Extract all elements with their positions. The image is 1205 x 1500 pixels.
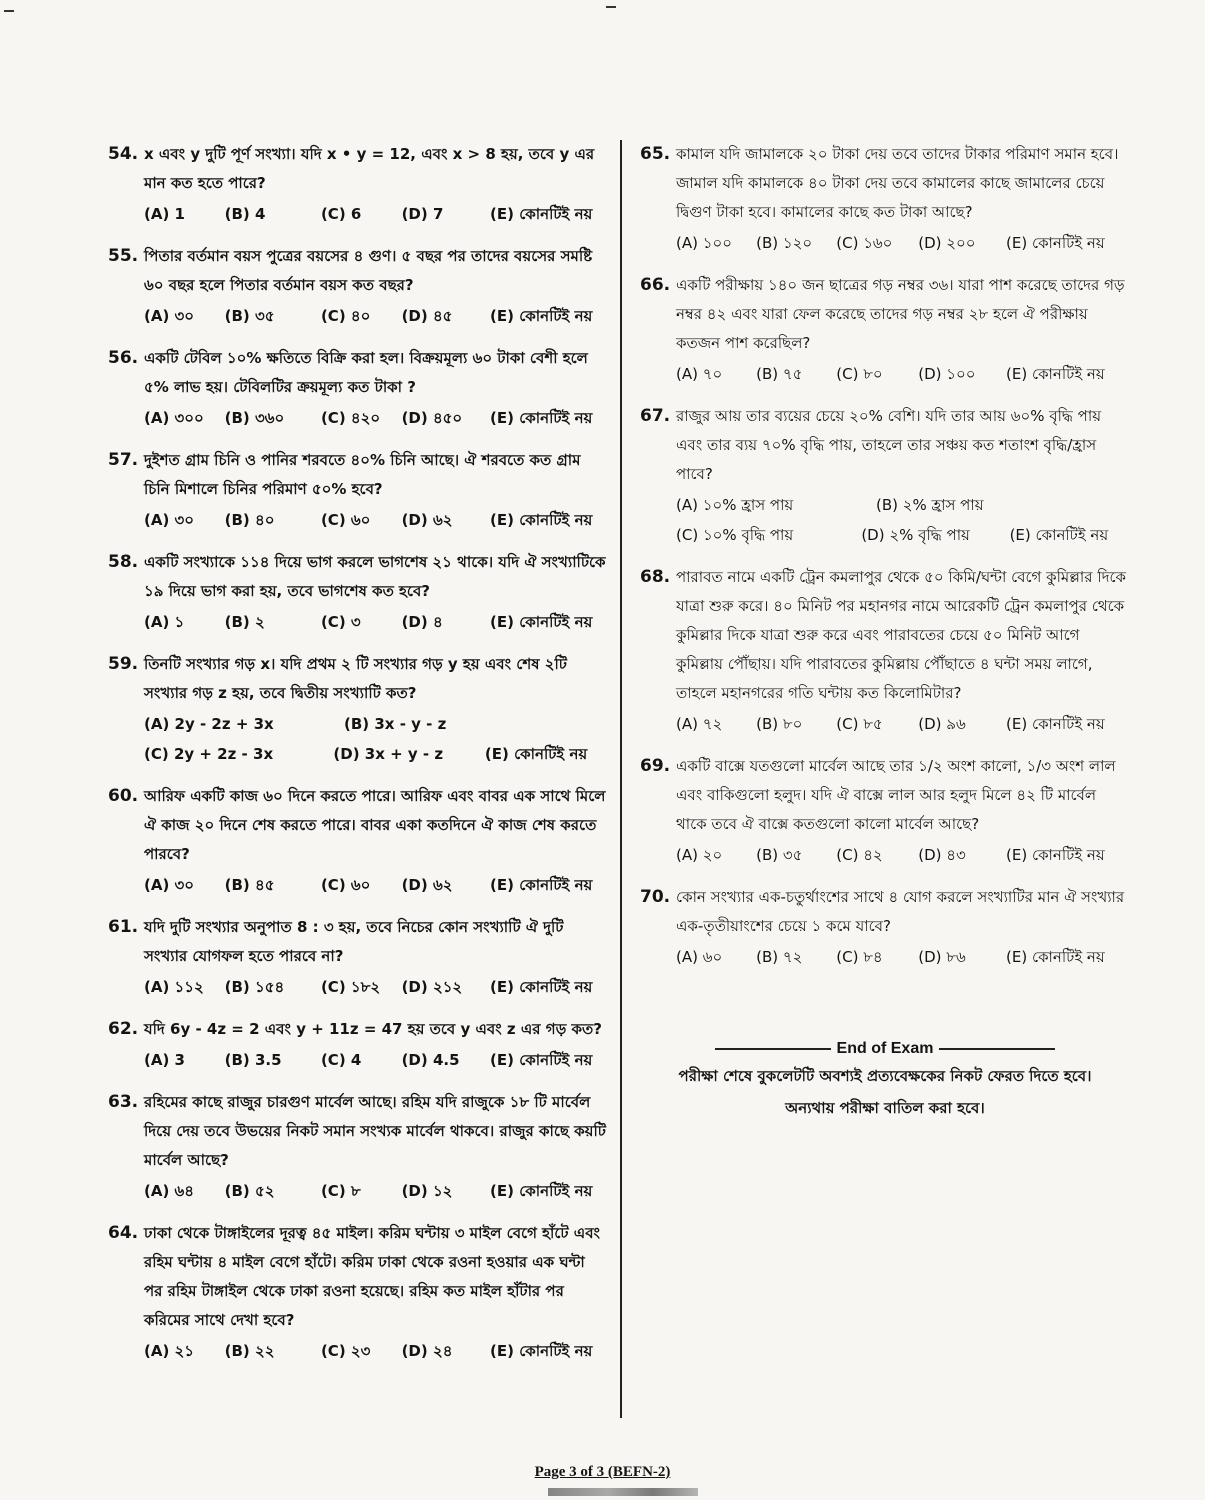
option-e: (E) কোনটিই নয় [1006, 234, 1105, 252]
question-number: 70. [640, 887, 671, 907]
question-68 [640, 563, 1130, 738]
options-row [144, 506, 608, 534]
option-e: (E) কোনটিই নয় [1006, 846, 1105, 864]
question-number: 69. [640, 756, 671, 776]
option-e: (E) কোনটিই নয় [490, 876, 593, 894]
option-c: (C) 2y + 2z - 3x [144, 745, 274, 763]
option-c: (C) ১৮২ [320, 978, 381, 996]
option-b: (B) ২% হ্রাস পায় [876, 496, 984, 514]
page-number: Page 3 of 3 (BEFN-2) [534, 1464, 671, 1480]
option-b: (B) ৩৫ [756, 846, 803, 864]
options-row [676, 521, 1130, 549]
option-e: (E) কোনটিই নয় [490, 1051, 593, 1069]
option-a: (A) 3 [144, 1051, 185, 1069]
option-e: (E) কোনটিই নয় [490, 1182, 593, 1200]
option-b: (B) ৪০ [224, 511, 275, 529]
option-d: (D) 7 [401, 205, 444, 223]
option-e: (E) কোনটিই নয় [490, 511, 593, 529]
option-c: (C) ৬০ [320, 511, 371, 529]
option-c: (C) 6 [320, 205, 362, 223]
option-d: (D) ৪৫ [401, 307, 453, 325]
options-row [144, 302, 608, 330]
option-e: (E) কোনটিই নয় [1006, 948, 1105, 966]
question-number: 61. [108, 917, 139, 937]
question-62 [108, 1015, 608, 1074]
option-a: (A) ৭০ [676, 365, 723, 383]
option-d: (D) ২৪ [401, 1342, 453, 1360]
option-d: (D) ৪৩ [918, 846, 966, 864]
options-row [676, 229, 1130, 257]
question-number: 62. [108, 1019, 139, 1039]
question-text: কোন সংখ্যার এক-চতুর্থাংশের সাথে ৪ যোগ করলে সংখ্যাটির মান ঐ সংখ্যার এক-তৃতীয়াংশের চেয়ে ১ কমে যাবে? [676, 888, 1125, 935]
option-e: (E) কোনটিই নয় [490, 205, 593, 223]
option-e: (E) কোনটিই নয় [490, 307, 593, 325]
option-d: (D) ৪৫০ [401, 409, 463, 427]
option-c: (C) ৪২ [836, 846, 883, 864]
question-text: ঢাকা থেকে টাঙ্গাইলের দূরত্ব ৪৫ মাইল। করিম ঘন্টায় ৩ মাইল বেগে হাঁটে এবং রহিম ঘন্টায় ৪ মাইল বেগে হাঁটে। করিম ঢাকা থেকে রওনা হওয়ার এক ঘন্টা পর রহিম টাঙ্গাইল থেকে ঢাকা রওনা হয়েছে। রহিম কত মাইল হাঁটার পর করিমের সাথে দেখা হবে? [144, 1224, 600, 1329]
question-text: একটি পরীক্ষায় ১৪০ জন ছাত্রের গড় নম্বর ৩৬। যারা পাশ করেছে তাদের গড় নম্বর ৪২ এবং যারা ফেল করেছে তাদের গড় নম্বর ২৮ হলে ঐ পরীক্ষায় কতজন পাশ করেছিল? [676, 276, 1125, 352]
question-text: একটি টেবিল ১০% ক্ষতিতে বিক্রি করা হল। বিক্রয়মূল্য ৬০ টাকা বেশী হলে ৫% লাভ হয়। টেবিলটির ক্রয়মূল্য কত টাকা ? [144, 349, 588, 396]
options-row [144, 200, 608, 228]
option-d: (D) 3x + y - z [333, 745, 444, 763]
option-b: (B) ৩৫ [224, 307, 275, 325]
question-69 [640, 752, 1130, 869]
question-number: 66. [640, 275, 671, 295]
option-a: (A) ১ [144, 613, 185, 631]
option-d: (D) ৬২ [401, 876, 453, 894]
option-e: (E) কোনটিই নয় [490, 409, 593, 427]
question-text: পারাবত নামে একটি ট্রেন কমলাপুর থেকে ৫০ কিমি/ঘন্টা বেগে কুমিল্লার দিকে যাত্রা শুরু করে। ৪০ মিনিট পর মহানগর নামে আরেকটি ট্রেন কমলাপুর থেকে কুমিল্লার দিকে যাত্রা শুরু করে এবং পারাবতের চেয়ে ৫০ মিনিট আগে কুমিল্লায় পৌঁছায়। যদি পারাবতের কুমিল্লায় পৌঁছাতে ৪ ঘন্টা সময় লাগে, তাহলে মহানগরের গতি ঘন্টায় কত কিলোমিটার? [676, 568, 1126, 702]
option-c: (C) ৮০ [836, 365, 883, 383]
option-a: (A) ৩০ [144, 307, 195, 325]
question-55 [108, 242, 608, 330]
question-number: 56. [108, 348, 139, 368]
option-d: (D) 4.5 [401, 1051, 460, 1069]
option-b: (B) ৩৬০ [224, 409, 285, 427]
option-b: (B) ৭৫ [756, 365, 803, 383]
option-a: (A) ১০% হ্রাস পায় [676, 496, 794, 514]
question-58 [108, 548, 608, 636]
options-row [676, 710, 1130, 738]
question-number: 68. [640, 567, 671, 587]
question-number: 64. [108, 1223, 139, 1243]
option-c: (C) 4 [320, 1051, 362, 1069]
options-row [144, 710, 608, 738]
question-number: 58. [108, 552, 139, 572]
option-a: (A) ৬০ [676, 948, 723, 966]
column-divider [620, 140, 622, 1418]
option-b: (B) 4 [224, 205, 266, 223]
option-a: (A) ২১ [144, 1342, 195, 1360]
question-text: কামাল যদি জামালকে ২০ টাকা দেয় তবে তাদের টাকার পরিমাণ সমান হবে। জামাল যদি কামালকে ৪০ টাকা দেয় তবে কামালের কাছে জামালের চেয়ে দ্বিগুণ টাকা হবে। কামালের কাছে কত টাকা আছে? [676, 145, 1119, 221]
scan-mark [606, 6, 616, 8]
question-text: তিনটি সংখ্যার গড় x। যদি প্রথম ২ টি সংখ্যার গড় y হয় এবং শেষ ২টি সংখ্যার গড় z হয়, তবে দ্বিতীয় সংখ্যাটি কত? [144, 655, 567, 702]
option-a: (A) 1 [144, 205, 185, 223]
option-e: (E) কোনটিই নয় [484, 745, 588, 763]
option-c: (C) ৮৫ [836, 715, 883, 733]
option-b: (B) ১৫৪ [224, 978, 285, 996]
question-66 [640, 271, 1130, 388]
question-number: 54. [108, 144, 139, 164]
option-e: (E) কোনটিই নয় [490, 613, 593, 631]
question-number: 60. [108, 786, 139, 806]
option-c: (C) ১০% বৃদ্ধি পায় [676, 526, 794, 544]
option-a: (A) ৩০০ [144, 409, 204, 427]
option-a: (A) 2y - 2z + 3x [144, 715, 274, 733]
question-64 [108, 1219, 608, 1365]
question-text: x এবং y দুটি পূর্ণ সংখ্যা। যদি x • y = 12, এবং x > 8 হয়, তবে y এর মান কত হতে পারে? [144, 145, 595, 192]
option-a: (A) ১০০ [676, 234, 732, 252]
question-60 [108, 782, 608, 899]
option-d: (D) ৪ [401, 613, 443, 631]
option-d: (D) ৮৬ [918, 948, 966, 966]
rule-right [939, 1048, 1055, 1050]
options-row [144, 973, 608, 1001]
option-c: (C) ১৬০ [836, 234, 893, 252]
option-a: (A) ৩০ [144, 876, 195, 894]
right-question-column [640, 140, 1130, 985]
options-row [144, 404, 608, 432]
end-of-exam-text: End of Exam [836, 1040, 934, 1057]
end-of-exam-block [640, 1040, 1130, 1122]
option-e: (E) কোনটিই নয় [1006, 715, 1105, 733]
option-c: (C) ৪০ [320, 307, 371, 325]
option-c: (C) ৩ [320, 613, 361, 631]
options-row [676, 491, 1130, 519]
option-c: (C) ৮ [320, 1182, 361, 1200]
options-row [676, 841, 1130, 869]
option-d: (D) ২০০ [918, 234, 976, 252]
page-footer [0, 1464, 1205, 1481]
option-d: (D) ৯৬ [918, 715, 966, 733]
option-b: (B) ২ [224, 613, 265, 631]
option-b: (B) 3.5 [224, 1051, 282, 1069]
question-number: 65. [640, 144, 671, 164]
options-row [144, 1337, 608, 1365]
options-row [676, 943, 1130, 971]
question-70 [640, 883, 1130, 971]
left-question-column [108, 140, 608, 1379]
option-b: (B) ৪৫ [224, 876, 275, 894]
options-row [144, 740, 608, 768]
option-a: (A) ২০ [676, 846, 723, 864]
option-e: (E) কোনটিই নয় [1009, 526, 1109, 544]
options-row [144, 1177, 608, 1205]
option-c: (C) ২৩ [320, 1342, 371, 1360]
scan-mark [4, 10, 14, 12]
option-e: (E) কোনটিই নয় [1006, 365, 1105, 383]
question-text: একটি সংখ্যাকে ১১৪ দিয়ে ভাগ করলে ভাগশেষ ২১ থাকে। যদি ঐ সংখ্যাটিকে ১৯ দিয়ে ভাগ করা হয়, তবে ভাগশেষ কত হবে? [144, 553, 606, 600]
options-row [144, 1046, 608, 1074]
question-61 [108, 913, 608, 1001]
option-a: (A) ১১২ [144, 978, 204, 996]
option-c: (C) ৮৪ [836, 948, 883, 966]
question-56 [108, 344, 608, 432]
question-text: যদি 6y - 4z = 2 এবং y + 11z = 47 হয় তবে y এবং z এর গড় কত? [144, 1020, 602, 1038]
question-63 [108, 1088, 608, 1205]
option-a: (A) ৭২ [676, 715, 723, 733]
question-number: 55. [108, 246, 139, 266]
rule-left [715, 1048, 831, 1050]
question-number: 59. [108, 654, 139, 674]
option-b: (B) ২২ [224, 1342, 275, 1360]
options-row [676, 360, 1130, 388]
question-text: দুইশত গ্রাম চিনি ও পানির শরবতে ৪০% চিনি আছে। ঐ শরবতে কত গ্রাম চিনি মিশালে চিনির পরিমাণ ৫০% হবে? [144, 451, 581, 498]
question-54 [108, 140, 608, 228]
question-number: 67. [640, 406, 671, 426]
option-b: (B) ১২০ [756, 234, 813, 252]
option-c: (C) ৬০ [320, 876, 371, 894]
question-text: রহিমের কাছে রাজুর চারগুণ মার্বেল আছে। রহিম যদি রাজুকে ১৮ টি মার্বেল দিয়ে দেয় তবে উভয়ের নিকট সমান সংখ্যক মার্বেল থাকবে। রাজুর কাছে কয়টি মার্বেল আছে? [144, 1093, 606, 1169]
question-text: একটি বাক্সে যতগুলো মার্বেল আছে তার ১/২ অংশ কালো, ১/৩ অংশ লাল এবং বাকিগুলো হলুদ। যদি ঐ বাক্সে লাল আর হলুদ মিলে ৪২ টি মার্বেল থাকে তবে ঐ বাক্সে কতগুলো কালো মার্বেল আছে? [676, 757, 1116, 833]
option-b: (B) ৭২ [756, 948, 803, 966]
option-d: (D) ৬২ [401, 511, 453, 529]
option-e: (E) কোনটিই নয় [490, 978, 593, 996]
option-b: (B) ৫২ [224, 1182, 275, 1200]
options-row [144, 608, 608, 636]
question-text: রাজুর আয় তার ব্যয়ের চেয়ে ২০% বেশি। যদি তার আয় ৬০% বৃদ্ধি পায় এবং তার ব্যয় ৭০% বৃদ্ধি পায়, তাহলে তার সঞ্চয় কত শতাংশ বৃদ্ধি/হ্রাস পাবে? [676, 407, 1102, 483]
question-number: 63. [108, 1092, 139, 1112]
return-booklet-note: পরীক্ষা শেষে বুকলেটটি অবশ্যই প্রত্যবেক্ষকের নিকট ফেরত দিতে হবে। [678, 1067, 1092, 1085]
options-row [144, 871, 608, 899]
option-d: (D) ১২ [401, 1182, 453, 1200]
scan-smudge [548, 1488, 698, 1496]
question-text: আরিফ একটি কাজ ৬০ দিনে করতে পারে। আরিফ এবং বাবর এক সাথে মিলে ঐ কাজ ২০ দিনে শেষ করতে পারে। বাবর একা কতদিনে ঐ কাজ শেষ করতে পারবে? [144, 787, 606, 863]
question-text: পিতার বর্তমান বয়স পুত্রের বয়সের ৪ গুণ। ৫ বছর পর তাদের বয়সের সমষ্টি ৬০ বছর হলে পিতার বর্তমান বয়স কত বছর? [144, 247, 593, 294]
option-d: (D) ২% বৃদ্ধি পায় [861, 526, 970, 544]
question-57 [108, 446, 608, 534]
option-b: (B) ৮০ [756, 715, 803, 733]
cancellation-note: অন্যথায় পরীক্ষা বাতিল করা হবে। [785, 1099, 985, 1117]
option-c: (C) ৪২০ [320, 409, 381, 427]
question-number: 57. [108, 450, 139, 470]
option-b: (B) 3x - y - z [344, 715, 447, 733]
option-d: (D) ১০০ [918, 365, 976, 383]
question-67 [640, 402, 1130, 549]
question-text: যদি দুটি সংখ্যার অনুপাত 8 : ৩ হয়, তবে নিচের কোন সংখ্যাটি ঐ দুটি সংখ্যার যোগফল হতে পারবে না? [144, 918, 564, 965]
question-59 [108, 650, 608, 768]
question-65 [640, 140, 1130, 257]
option-d: (D) ২১২ [401, 978, 463, 996]
end-of-exam-heading [640, 1040, 1130, 1058]
option-a: (A) ৩০ [144, 511, 195, 529]
option-e: (E) কোনটিই নয় [490, 1342, 593, 1360]
option-a: (A) ৬৪ [144, 1182, 195, 1200]
